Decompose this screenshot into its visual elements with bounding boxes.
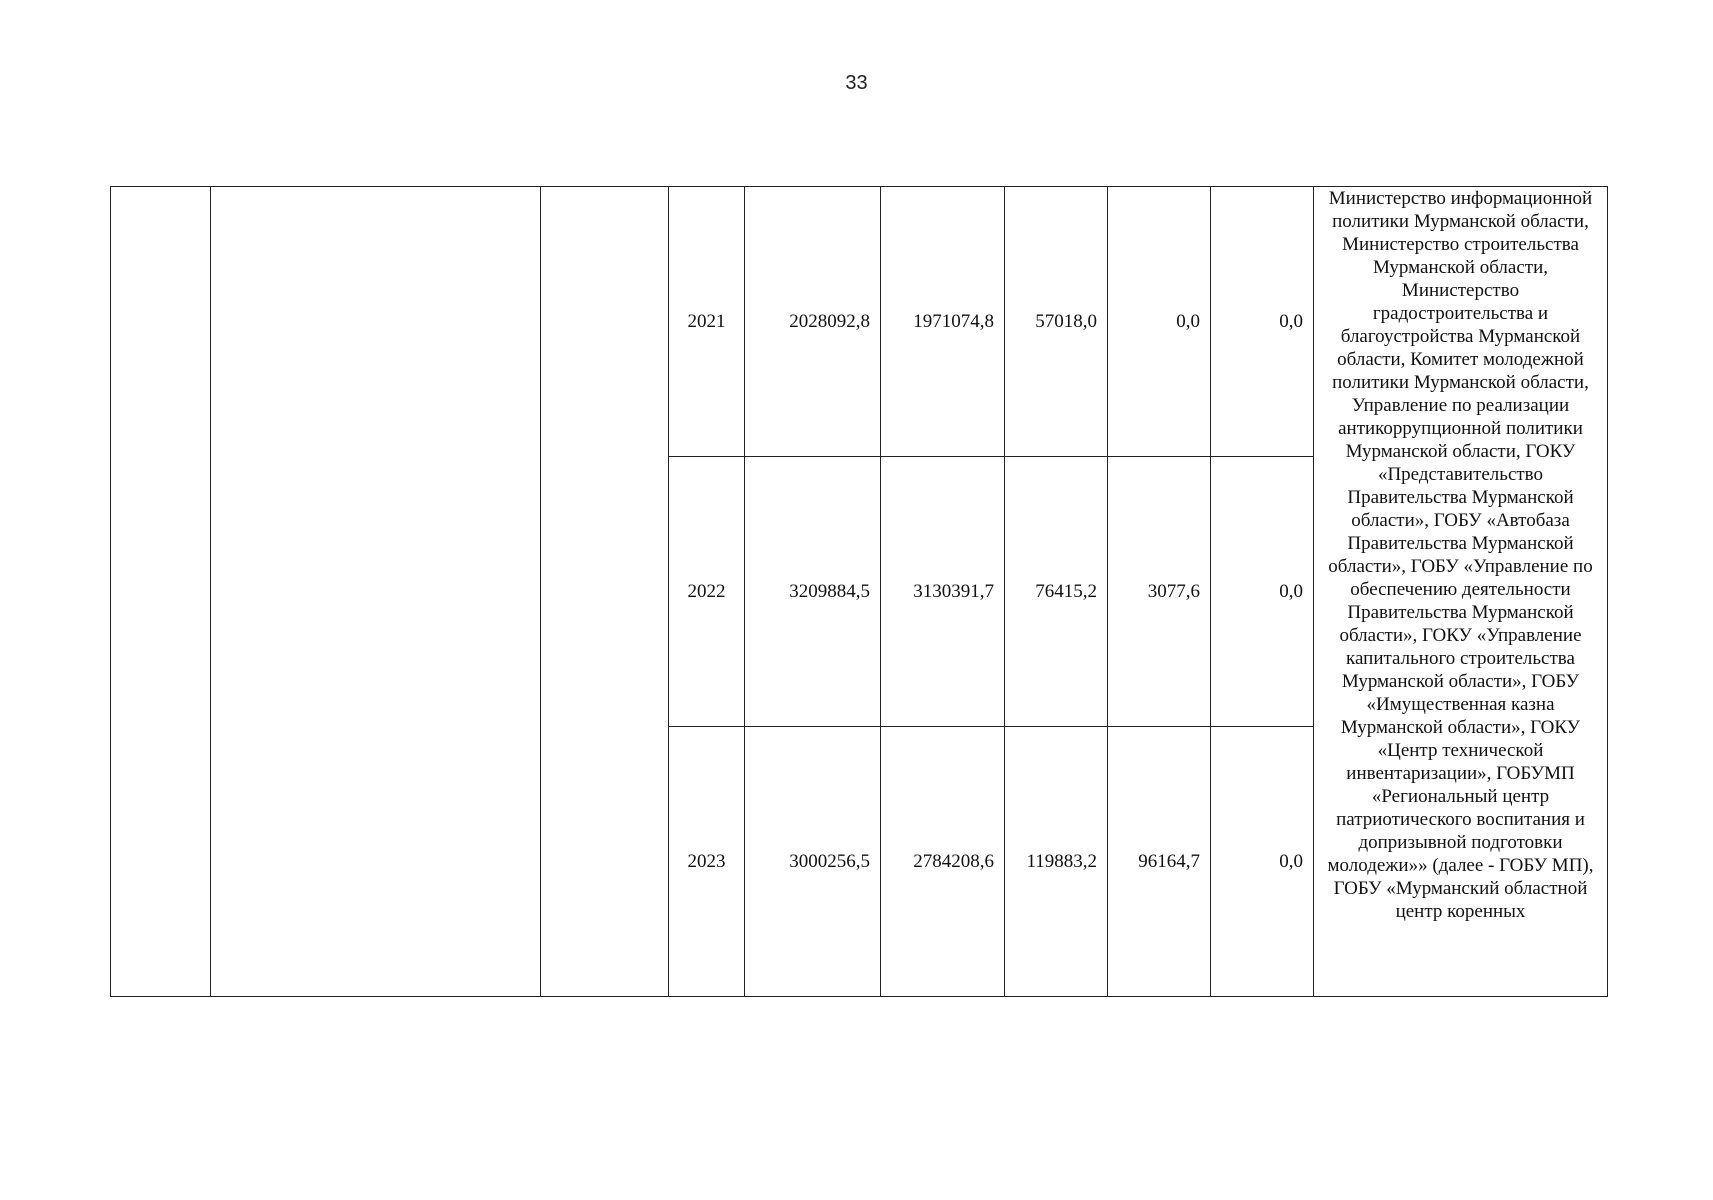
year-cell: 2023 [669,727,745,997]
regional-budget-cell: 1971074,8 [881,187,1005,457]
responsible-executors-cell: Министерство информационной политики Мурманской области, Министерство строительства Мурманской области, Министерство градостроительства и благоустройства Мурманской области, Комитет молодежной политики Мурманской области, Управление по реализации антикоррупционной политики Мурманской области, ГОКУ «Представительство Правительства Мурманской области», ГОБУ «Автобаза Правительства Мурманской области», ГОБУ «Управление по обеспечению деятельности Правительства Мурманской области», ГОКУ «Управление капитального строительства Мурманской области», ГОБУ «Имущественная казна Мурманской области», ГОКУ «Центр технической инвентаризации», ГОБУМП «Региональный центр патриотического воспитания и допризывной подготовки молодежи»» (далее - ГОБУ МП), ГОБУ «Мурманский областной центр коренных [1314,187,1608,997]
page-number: 33 [845,72,868,94]
local-budget-cell: 3077,6 [1108,457,1211,727]
total-cell: 2028092,8 [745,187,881,457]
year-cell: 2021 [669,187,745,457]
other-sources-cell: 0,0 [1211,727,1314,997]
federal-budget-cell: 119883,2 [1005,727,1108,997]
federal-budget-cell: 76415,2 [1005,457,1108,727]
regional-budget-cell: 2784208,6 [881,727,1005,997]
total-cell: 3000256,5 [745,727,881,997]
row-number-cell [111,187,211,997]
table-row-2021 [111,187,1608,457]
total-cell: 3209884,5 [745,457,881,727]
local-budget-cell: 0,0 [1108,187,1211,457]
federal-budget-cell: 57018,0 [1005,187,1108,457]
funding-table [110,186,1608,997]
other-sources-cell: 0,0 [1211,457,1314,727]
measure-name-cell [211,187,541,997]
regional-budget-cell: 3130391,7 [881,457,1005,727]
local-budget-cell: 96164,7 [1108,727,1211,997]
other-sources-cell: 0,0 [1211,187,1314,457]
year-cell: 2022 [669,457,745,727]
deadline-cell [541,187,669,997]
